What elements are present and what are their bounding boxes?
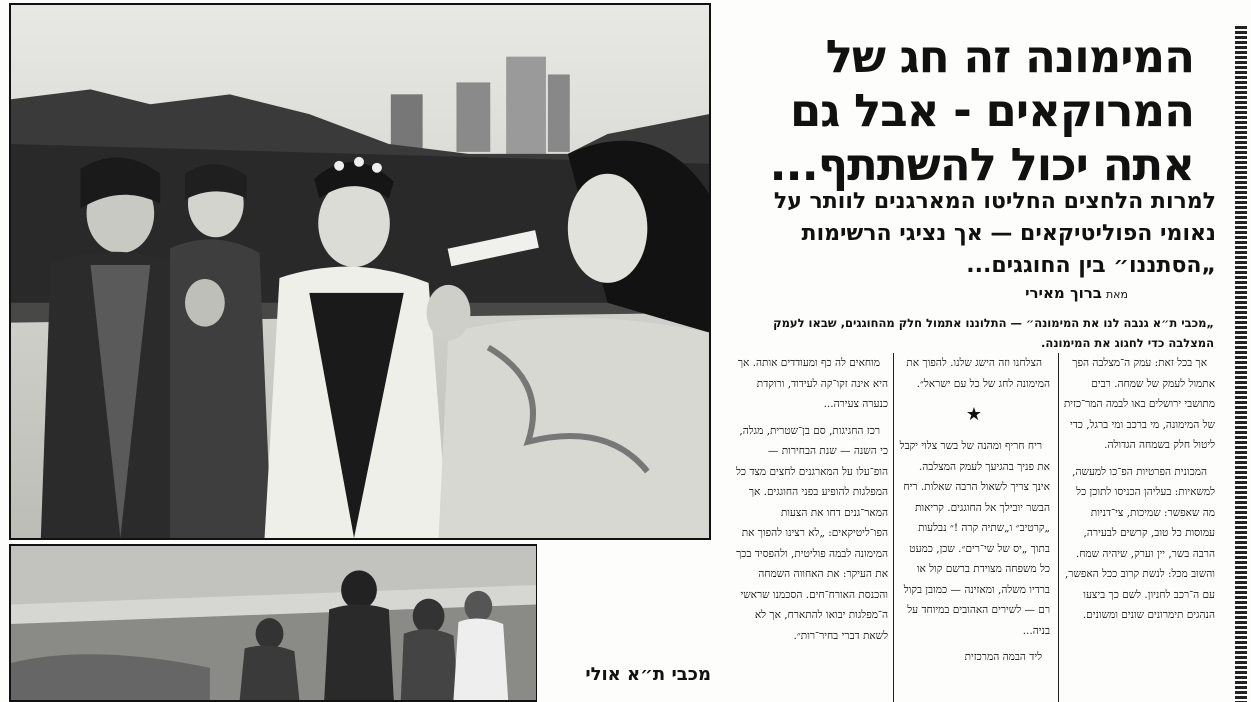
adjacent-headline: מכבי ת״א אולי xyxy=(585,664,711,685)
paragraph: מוחאים לה כף ומעודדים אותה. אך היא אינה זקו־קה לעידוד, ורוקדת כנערה צעירה... xyxy=(737,357,888,410)
article-column-3 xyxy=(736,353,888,702)
subheadline: למרות הלחצים החליטו המארגנים לוותר על נאומי הפוליטיקאים — אך נציגי הרשימות „הסתננו״ בין החוגגים... xyxy=(773,189,1216,278)
photo-women-image xyxy=(11,5,709,538)
star-separator: ★ xyxy=(965,404,983,425)
photo-crowd-image xyxy=(11,546,536,700)
paragraph: ליד הבמה המרכזית xyxy=(964,651,1042,663)
paragraph: המכונית הפרטיות הפ־כו למעשה, למשאיות: בעליהן הכניסו לתוכן כל מה שאפשר: שמיכות, צי־דניות עמוסות כל טוב, קרשים לבעירה, הרבה בשר, יין וערק, שיהיה שמח. והשוב מכל: לנשת קרוב ככל האפשר, עם ה־רכב לחניון. לשם כך ביצעו הנהגים תימרונים שונים ומשונים. xyxy=(1064,465,1215,621)
photo-women-celebrating xyxy=(9,3,711,540)
byline-author: ברוך מאירי xyxy=(1025,284,1102,302)
article-column-1 xyxy=(1063,353,1215,702)
lead-paragraph: „מכבי ת״א גנבה לנו את המימונה״ — התלוננו אתמול חלק מהחוגגים, שבאו לעמק המצלבה כדי לחגוג את המימונה. xyxy=(773,316,1214,350)
page-edge-strip xyxy=(1235,26,1247,702)
byline xyxy=(900,284,1128,302)
paragraph: אך בכל זאת: עמק ה־מצלבה הפך אתמול לעמק של שמחה. רבים מתושבי ירושלים באו לבמה המר־כזית של המימונה, מי ברכב ומי ברגל, כדי ליטול חלק בשמחה הגדולה. xyxy=(1063,357,1215,451)
article-column-2 xyxy=(898,353,1050,702)
column-divider xyxy=(893,353,894,702)
headline: המימונה זה חג של המרוקאים - אבל גם אתה יכול להשתתף... xyxy=(769,30,1194,191)
paragraph: רכז החגיגות, סם בן־שטרית, מגלה, כי השנה — שנת הבחירות — הופ־עלו על המארגנים לחצים מצד כל המפלגות להופיע בפני החוגגים. אך המאר־גנים דחו את הצעות הפו־ליטיקאים: „לא רצינו להפוך את המימונה לבמה פוליטית, ולהפסיד בכך את העיקר: את האחווה השמחה והכנסת האורח־חים. הסכמנו שראשי ה־מפלגות יבואו להתארח, אך לא לשאת דברי בחיר־רות״. xyxy=(736,424,888,642)
paragraph: הצלחנו וזה הישג שלנו. להפוך את המימונה לחג של כל עם ישראל״. xyxy=(906,357,1050,390)
paragraph: ריח חריף ומהנה של בשר צלוי יקבל את פניך בהגיעך לעמק המצלבה. אינך צריך לשאול הרבה שאלות. ריח הבשר יובילך אל החוגגים. קריאות „קרטיב״ ו„שתיה קרה !״ נבלעות בתוך „יס של שי־רים״. שכן, כמעט כל משפחה מצוידת ברשם קול או ברדיו משלה, ומאזינה — כמובן בקול רם — לשירים האהובים במיוחד על בניה... xyxy=(899,440,1050,637)
column-divider xyxy=(1058,353,1059,702)
photo-crowd xyxy=(9,544,537,702)
byline-prefix: מאת xyxy=(1105,288,1128,301)
